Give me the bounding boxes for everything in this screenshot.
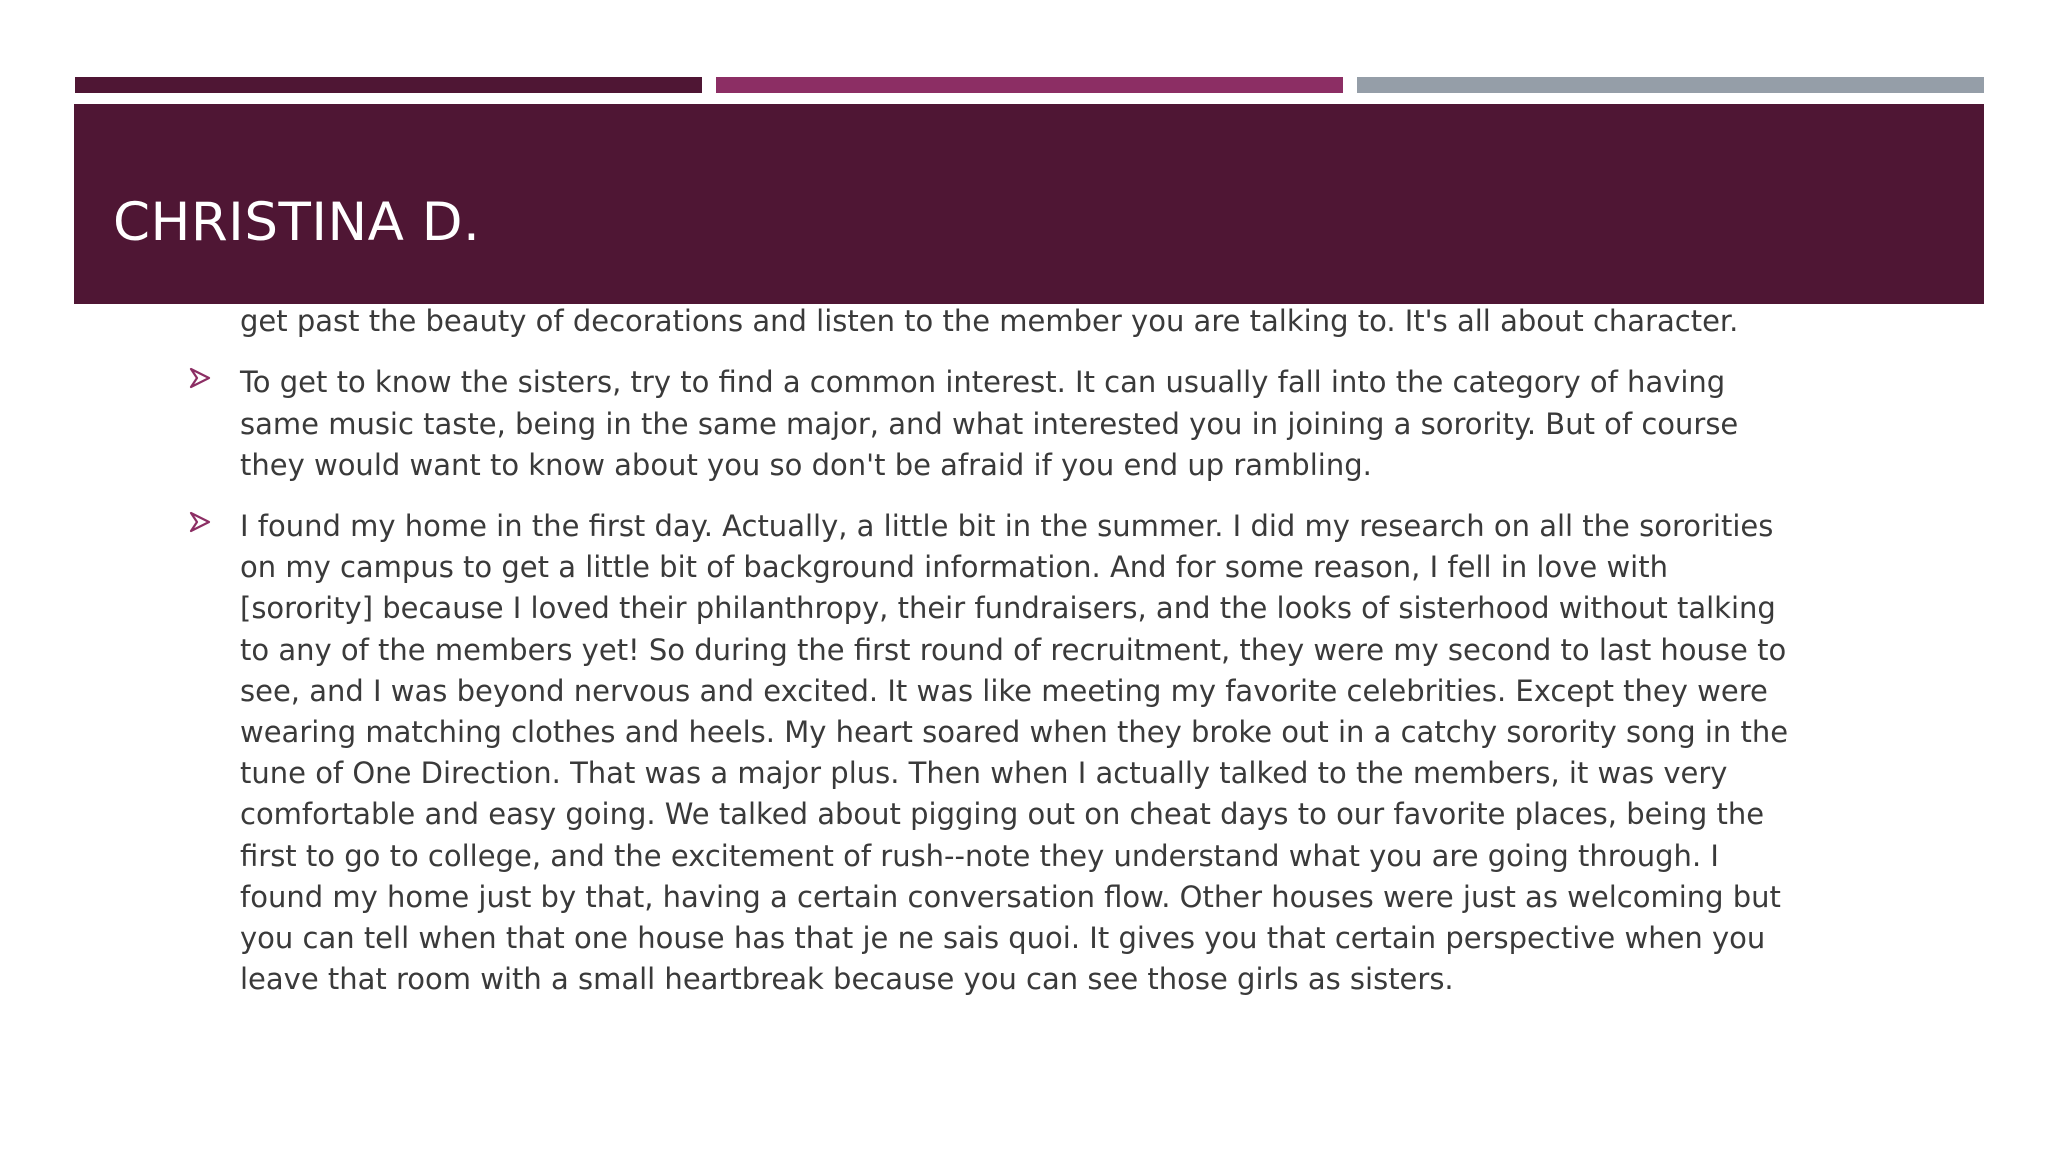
bullet-text: I found my home in the first day. Actually, a little bit in the summer. I did my research on all the sororities on my campus to get a little bit of background information. And for some reason, I fell in love with [sorority] because I loved their philanthropy, their fundraisers, and the looks of sisterhood without talking to any of the members yet! So during the first round of recruitment, they were my second to last house to see, and I was beyond nervous and excited. It was like meeting my favorite celebrities. Except they were wearing matching clothes and heels. My heart soared when they broke out in a catchy sorority song in the tune of One Direction. That was a major plus. Then when I actually talked to the members, it was very comfortable and easy going. We talked about pigging out on cheat days to our favorite places, being the first to go to college, and the excitement of rush--note they understand what you are going through. I found my home just by that, having a certain conversation flow. Other houses were just as welcoming but you can tell when that one house has that je ne sais quoi. It gives you that certain perspective when you leave that room with a small heartbreak because you can see those girls as sisters. bbox=[240, 509, 1789, 997]
bullet-text: get past the beauty of decorations and listen to the member you are talking to. It's all about character. bbox=[240, 304, 1739, 339]
accent-bar-gray bbox=[1357, 77, 1984, 93]
accent-bar-magenta bbox=[716, 77, 1343, 93]
arrow-bullet-icon bbox=[188, 366, 212, 390]
slide-title: CHRISTINA D. bbox=[113, 192, 481, 253]
bullet-item-found-home bbox=[188, 506, 1808, 1000]
bullet-text: To get to know the sisters, try to find a common interest. It can usually fall into the category of having same music taste, being in the same major, and what interested you in joining a sorority. But of course they would want to know about you so don't be afraid if you end up rambling. bbox=[240, 365, 1739, 482]
accent-bar-plum bbox=[75, 77, 702, 93]
bullet-list bbox=[188, 260, 1808, 1020]
arrow-bullet-icon bbox=[188, 510, 212, 534]
bullet-item-common-interest bbox=[188, 362, 1808, 486]
